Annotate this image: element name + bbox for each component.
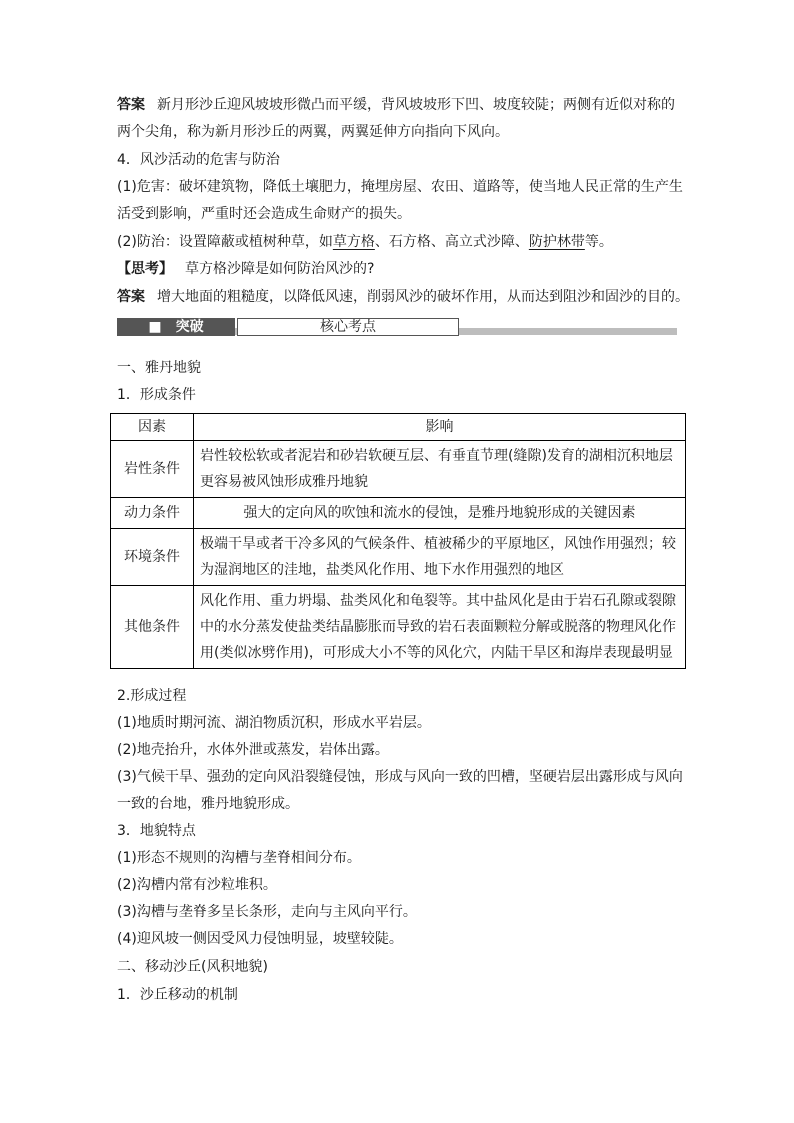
answer-text: 新月形沙丘迎风坡坡形微凸而平缓，背风坡坡形下凹、坡度较陡；两侧有近似对称的 <box>157 97 675 113</box>
table-value-cell <box>194 498 686 529</box>
table-key-cell: 动力条件 <box>111 498 194 529</box>
answer-paragraph-1 <box>117 95 675 115</box>
table-header-cell: 因素 <box>111 414 194 441</box>
think-text: 草方格沙障是如何防治风沙的? <box>185 261 375 277</box>
table-value-cell <box>194 586 686 669</box>
list-item-continued: 一致的台地，雅丹地貌形成。 <box>117 796 299 812</box>
table-value-cell <box>194 529 686 586</box>
table-row <box>111 498 686 529</box>
banner-breakthrough-label: ■ 突破 <box>117 318 235 336</box>
list-item: (2)沟槽内常有沙粒堆积。 <box>117 877 277 893</box>
table-value-cell <box>194 441 686 498</box>
harm-paragraph: (1)危害：破坏建筑物，降低土壤肥力，掩埋房屋、农田、道路等，使当地人民正常的生产生 <box>117 179 683 195</box>
list-item: (3)沟槽与垄脊多呈长条形，走向与主风向平行。 <box>117 904 417 920</box>
answer-text-continued: 两个尖角，称为新月形沙丘的两翼，两翼延伸方向指向下风向。 <box>117 124 509 140</box>
banner-core-points-label: 核心考点 <box>237 318 459 336</box>
answer-label: 答案 <box>117 289 145 305</box>
sub-heading: 2.形成过程 <box>117 688 187 704</box>
cell-line: 强大的定向风的吹蚀和流水的侵蚀，是雅丹地貌形成的关键因素 <box>243 505 636 521</box>
cell-line: 用(类似冰劈作用)，可形成大小不等的风化穴，内陆干旱区和海岸表现最明显 <box>200 645 673 661</box>
think-question <box>117 259 374 279</box>
answer-paragraph-2 <box>117 287 689 307</box>
prevention-text: 、石方格、高立式沙障、 <box>374 234 529 250</box>
part-heading: 二、移动沙丘(风积地貌) <box>117 959 268 975</box>
part-heading: 一、雅丹地貌 <box>117 360 201 376</box>
think-label: 【思考】 <box>117 261 173 277</box>
answer-text: 增大地面的粗糙度，以降低风速，削弱风沙的破坏作用，从而达到阻沙和固沙的目的。 <box>157 289 689 305</box>
table-key-cell: 其他条件 <box>111 586 194 669</box>
cell-line: 岩性较松软或者泥岩和砂岩软硬互层、有垂直节理(缝隙)发育的湖相沉积地层 <box>200 448 673 464</box>
table-row <box>111 441 686 498</box>
cell-line: 更容易被风蚀形成雅丹地貌 <box>200 474 368 490</box>
table-header-row <box>111 414 686 441</box>
cell-line: 极端干旱或者干冷多风的气候条件、植被稀少的平原地区，风蚀作用强烈；较 <box>200 536 676 552</box>
prevention-paragraph <box>117 232 613 252</box>
section-heading: 4．风沙活动的危害与防治 <box>117 152 280 168</box>
table-header-cell: 影响 <box>194 414 686 441</box>
sub-heading: 1．沙丘移动的机制 <box>117 987 238 1003</box>
table-key-cell: 岩性条件 <box>111 441 194 498</box>
underlined-term: 草方格 <box>332 234 375 250</box>
conditions-table <box>110 413 686 669</box>
underlined-term: 防护林带 <box>528 234 585 250</box>
harm-paragraph-continued: 活受到影响，严重时还会造成生命财产的损失。 <box>117 206 411 222</box>
prevention-text: (2)防治：设置障蔽或植树种草，如 <box>117 234 333 250</box>
answer-label: 答案 <box>117 97 145 113</box>
cell-line: 风化作用、重力坍塌、盐类风化和龟裂等。其中盐风化是由于岩石孔隙或裂隙 <box>200 593 676 609</box>
sub-heading: 1．形成条件 <box>117 387 196 403</box>
table-row <box>111 529 686 586</box>
cell-line: 中的水分蒸发使盐类结晶膨胀而导致的岩石表面颗粒分解或脱落的物理风化作 <box>200 619 676 635</box>
prevention-text: 等。 <box>584 234 613 250</box>
list-item: (3)气候干旱、强劲的定向风沿裂缝侵蚀，形成与风向一致的凹槽，坚硬岩层出露形成与风向 <box>117 769 683 785</box>
cell-line: 为湿润地区的洼地，盐类风化作用、地下水作用强烈的地区 <box>200 562 564 578</box>
list-item: (1)地质时期河流、湖泊物质沉积，形成水平岩层。 <box>117 715 431 731</box>
list-item: (2)地壳抬升，水体外泄或蒸发，岩体出露。 <box>117 742 389 758</box>
section-banner <box>117 318 677 338</box>
table-key-cell: 环境条件 <box>111 529 194 586</box>
list-item: (1)形态不规则的沟槽与垄脊相间分布。 <box>117 850 361 866</box>
table-row <box>111 586 686 669</box>
sub-heading: 3．地貌特点 <box>117 823 196 839</box>
list-item: (4)迎风坡一侧因受风力侵蚀明显，坡壁较陡。 <box>117 931 403 947</box>
